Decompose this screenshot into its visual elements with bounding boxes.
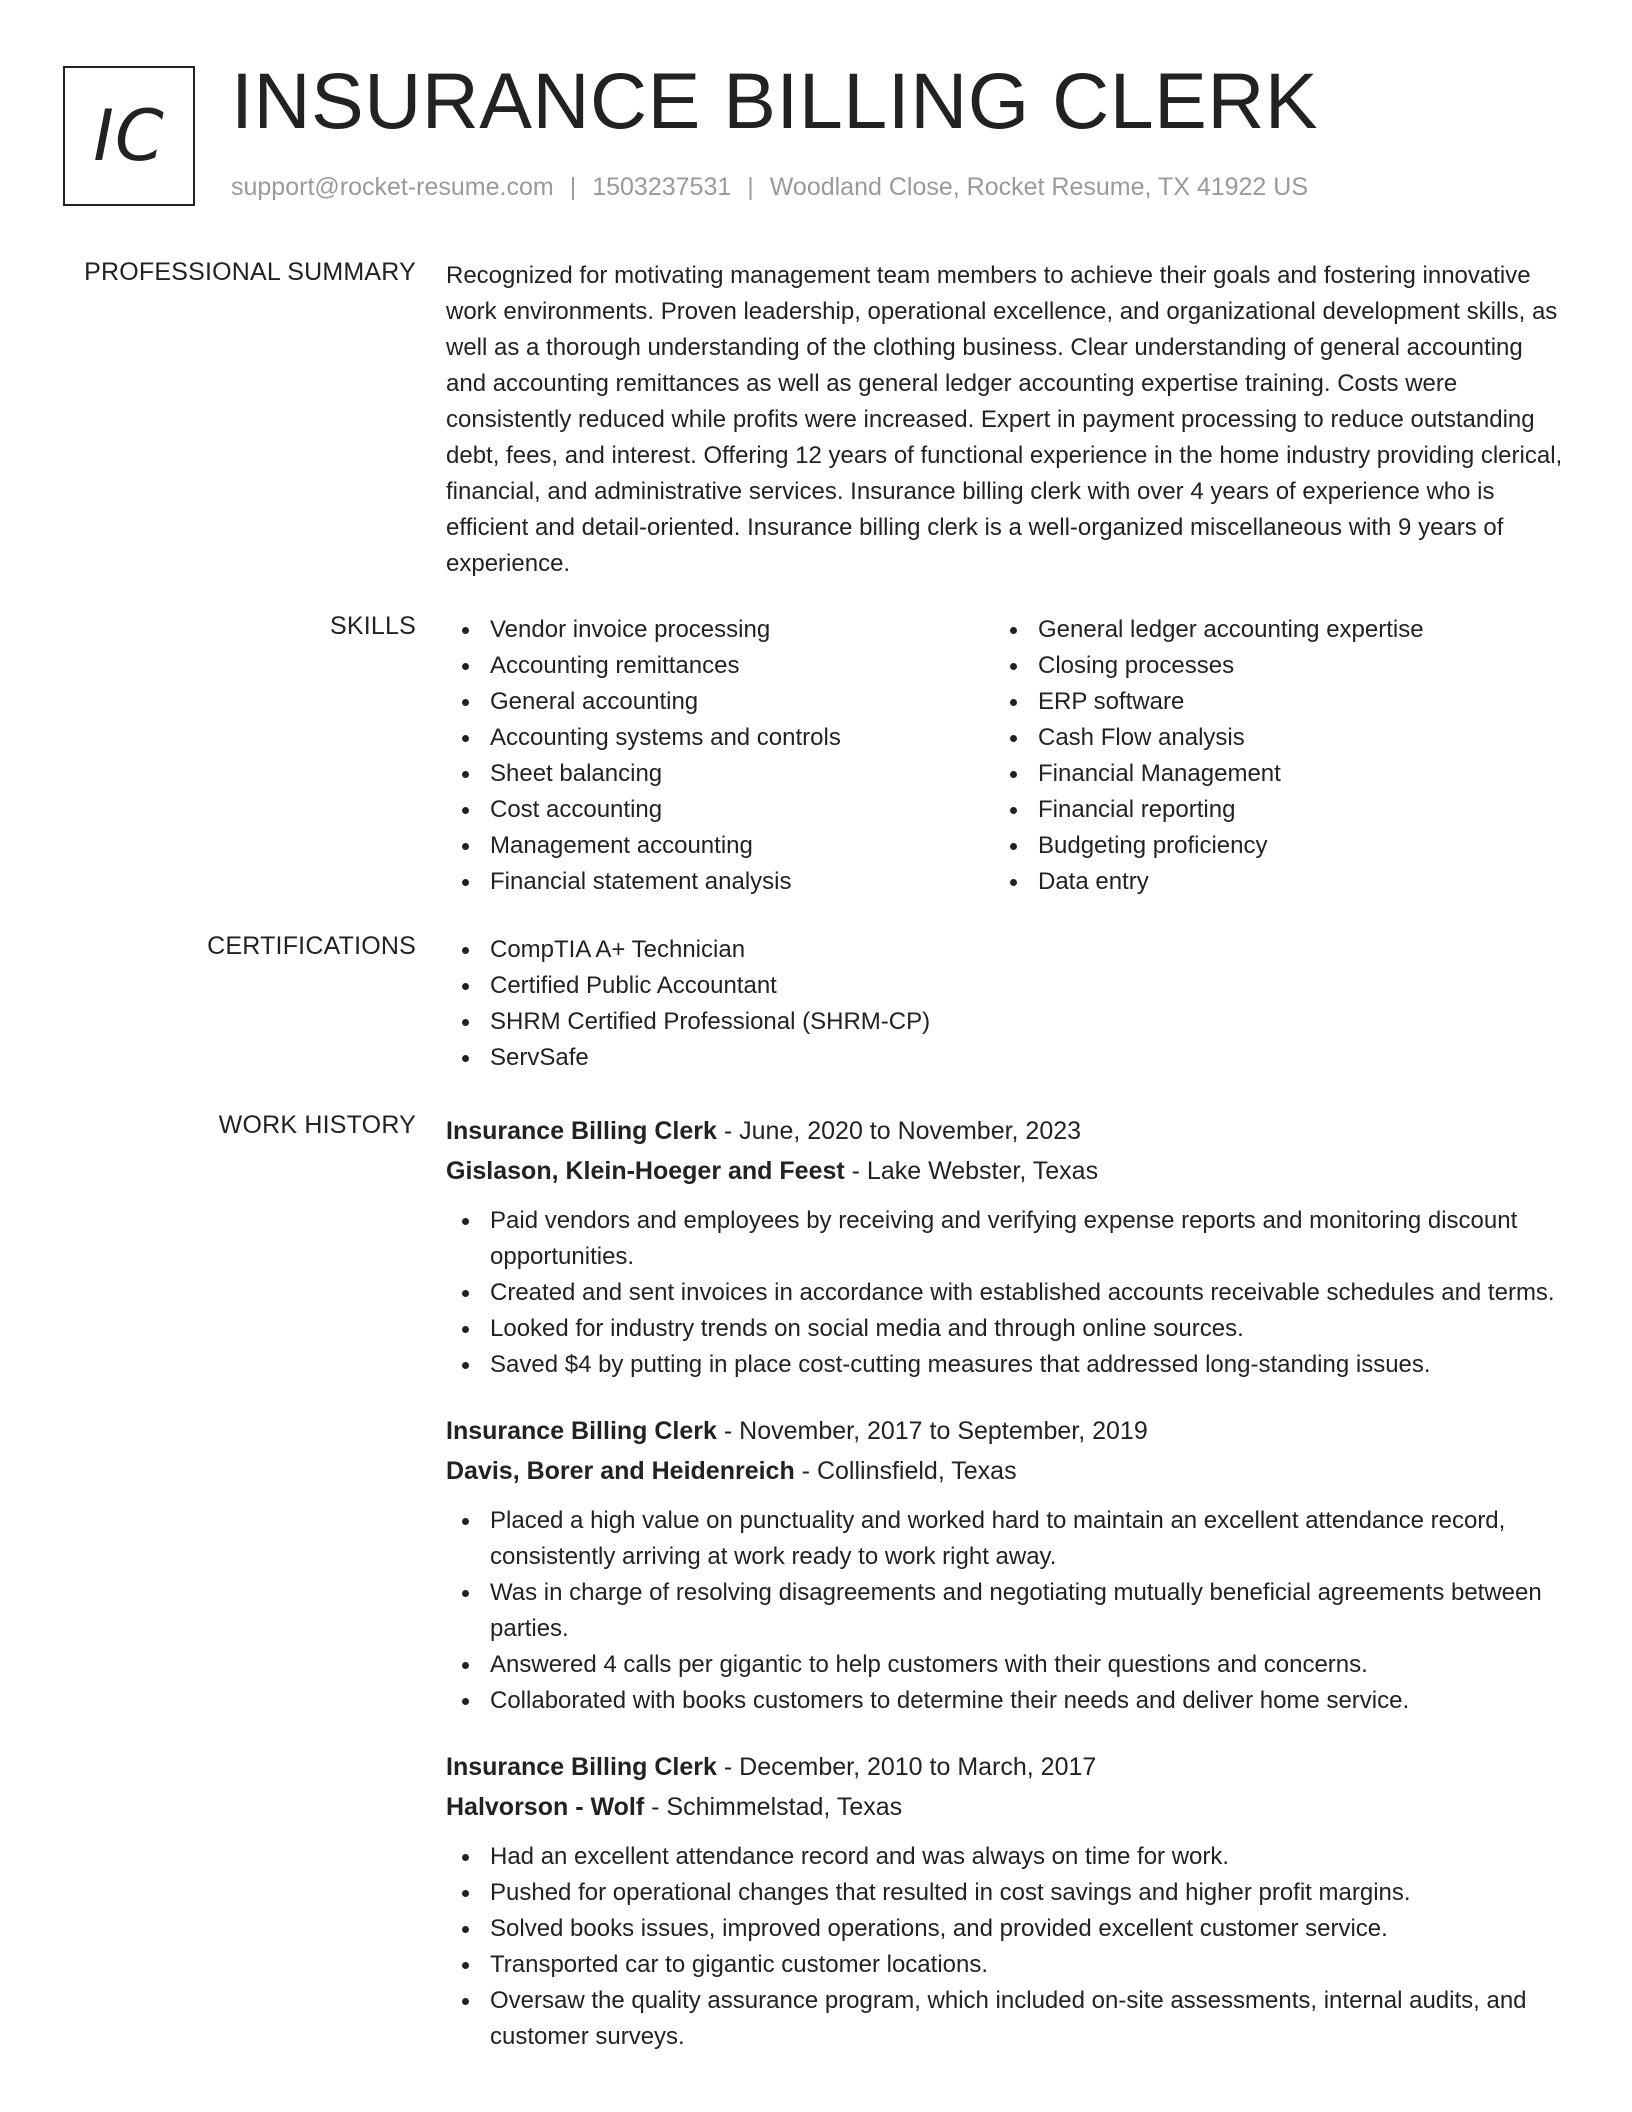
bullet-dot-icon [1010,771,1017,778]
job-duties-list [446,1839,1564,2055]
bullet-dot-icon [462,983,469,990]
job-entry [446,1747,1564,2055]
job-duty-item-text: Placed a high value on punctuality and worked hard to maintain an excellent attendance record, consistently arriving at work ready to work right away. [490,1507,1506,1570]
job-duty-item-text: Was in charge of resolving disagreements and negotiating mutually beneficial agreements between parties. [490,1579,1542,1642]
job-duty-item [446,1839,1564,1875]
bullet-dot-icon [462,1926,469,1933]
job-duty-item-text: Pushed for operational changes that resulted in cost savings and higher profit margins. [490,1879,1411,1906]
monogram-initials: IC [93,95,165,177]
bullet-dot-icon [462,1662,469,1669]
bullet-dot-icon [462,1362,469,1369]
certification-item-text: SHRM Certified Professional (SHRM-CP) [490,1008,931,1035]
job-company-line [446,1787,1564,1827]
bullet-dot-icon [462,1290,469,1297]
skill-item [994,828,1542,864]
job-duty-item [446,1203,1564,1275]
bullet-dot-icon [462,1326,469,1333]
bullet-dot-icon [462,699,469,706]
job-company: Halvorson - Wolf [446,1793,645,1821]
bullet-dot-icon [462,1890,469,1897]
bullet-dot-icon [462,1055,469,1062]
job-duty-item-text: Looked for industry trends on social media and through online sources. [490,1315,1244,1342]
certification-item [446,1004,1564,1040]
certifications-list [446,932,1564,1076]
section-label-skills: SKILLS [330,612,416,640]
job-duties-list [446,1503,1564,1719]
job-duty-item-text: Saved $4 by putting in place cost-cutting measures that addressed long-standing issues. [490,1351,1431,1378]
bullet-dot-icon [1010,627,1017,634]
job-duty-item [446,1683,1564,1719]
contact-address: Woodland Close, Rocket Resume, TX 41922 US [769,173,1309,201]
job-duty-item-text: Answered 4 calls per gigantic to help customers with their questions and concerns. [490,1651,1368,1678]
job-dates: - June, 2020 to November, 2023 [716,1117,1082,1145]
skills-body [446,612,1564,900]
bullet-dot-icon [1010,843,1017,850]
job-dates: - November, 2017 to September, 2019 [716,1417,1148,1445]
skill-item [446,792,994,828]
bullet-dot-icon [462,1218,469,1225]
job-duty-item-text: Created and sent invoices in accordance with established accounts receivable schedules and terms. [490,1279,1555,1306]
skill-item-text: Cost accounting [490,796,663,823]
job-company: Gislason, Klein-Hoeger and Feest [446,1157,845,1185]
skill-item [994,648,1542,684]
job-duty-item [446,1503,1564,1575]
contact-separator: | [747,173,754,201]
bullet-dot-icon [462,807,469,814]
job-duty-item-text: Had an excellent attendance record and was always on time for work. [490,1843,1230,1870]
skill-item-text: Budgeting proficiency [1038,832,1268,859]
job-company-line [446,1451,1564,1491]
job-duty-item [446,1311,1564,1347]
skill-item-text: Data entry [1038,868,1149,895]
skill-item [446,648,994,684]
skill-item-text: ERP software [1038,688,1185,715]
job-location: - Lake Webster, Texas [844,1157,1099,1185]
job-duty-item [446,1911,1564,1947]
bullet-dot-icon [462,1698,469,1705]
certifications-body [446,932,1564,1076]
job-duty-item [446,1647,1564,1683]
job-duty-item [446,1275,1564,1311]
section-label-certifications: CERTIFICATIONS [207,932,416,960]
certification-item [446,932,1564,968]
certification-item-text: Certified Public Accountant [490,972,777,999]
skill-item-text: Vendor invoice processing [490,616,771,643]
skill-item-text: General accounting [490,688,699,715]
skill-item [446,756,994,792]
job-title: Insurance Billing Clerk [446,1417,717,1445]
section-label-work-history: WORK HISTORY [218,1111,416,1139]
bullet-dot-icon [1010,699,1017,706]
job-duty-item [446,1347,1564,1383]
bullet-dot-icon [462,771,469,778]
job-company-line [446,1151,1564,1191]
bullet-dot-icon [462,1019,469,1026]
bullet-dot-icon [462,947,469,954]
bullet-dot-icon [462,1518,469,1525]
skill-item [994,756,1542,792]
bullet-dot-icon [1010,735,1017,742]
certification-item-text: ServSafe [490,1044,589,1071]
job-duty-item-text: Transported car to gigantic customer locations. [490,1951,989,1978]
skill-item [446,864,994,900]
job-duty-item-text: Solved books issues, improved operations, and provided excellent customer service. [490,1915,1388,1942]
job-title: Insurance Billing Clerk [446,1117,717,1145]
job-duty-item-text: Oversaw the quality assurance program, which included on-site assessments, internal audits, and customer surveys. [490,1987,1527,2050]
skill-item-text: Management accounting [490,832,753,859]
bullet-dot-icon [462,1854,469,1861]
skill-item [446,720,994,756]
certification-item [446,1040,1564,1076]
skill-item [994,864,1542,900]
job-duty-item [446,1575,1564,1647]
job-duty-item [446,1947,1564,1983]
bullet-dot-icon [462,735,469,742]
certification-item [446,968,1564,1004]
skill-item-text: Accounting remittances [490,652,740,679]
contact-phone: 1503237531 [592,173,732,201]
job-title-line [446,1111,1564,1151]
contact-line [231,173,1308,202]
skill-item-text: Financial statement analysis [490,868,792,895]
skill-item-text: Sheet balancing [490,760,663,787]
skill-item [994,612,1542,648]
section-label-summary: PROFESSIONAL SUMMARY [84,258,416,286]
job-duties-list [446,1203,1564,1383]
skills-list-right [994,612,1542,900]
skills-list-left [446,612,994,900]
contact-email: support@rocket-resume.com [231,173,554,201]
skill-item [994,684,1542,720]
job-dates: - December, 2010 to March, 2017 [716,1753,1097,1781]
skill-item [446,828,994,864]
summary-body [446,258,1564,582]
job-duty-item-text: Paid vendors and employees by receiving and verifying expense reports and monitoring discount opportunities. [490,1207,1518,1270]
job-title-line [446,1411,1564,1451]
job-entry [446,1111,1564,1383]
job-duty-item [446,1983,1564,2055]
job-location: - Collinsfield, Texas [794,1457,1017,1485]
job-title: Insurance Billing Clerk [446,1753,717,1781]
job-duty-item [446,1875,1564,1911]
skill-item-text: Financial reporting [1038,796,1236,823]
job-location: - Schimmelstad, Texas [644,1793,903,1821]
monogram-box [63,66,195,206]
bullet-dot-icon [462,843,469,850]
bullet-dot-icon [1010,879,1017,886]
bullet-dot-icon [1010,807,1017,814]
bullet-dot-icon [462,1590,469,1597]
skill-item [994,792,1542,828]
skill-item-text: General ledger accounting expertise [1038,616,1424,643]
skill-item-text: Accounting systems and controls [490,724,841,751]
bullet-dot-icon [462,1962,469,1969]
skill-item-text: Financial Management [1038,760,1281,787]
resume-title: INSURANCE BILLING CLERK [231,56,1319,145]
skill-item [446,684,994,720]
skill-item [994,720,1542,756]
job-entry [446,1411,1564,1719]
bullet-dot-icon [462,1998,469,2005]
contact-separator: | [569,173,577,201]
bullet-dot-icon [462,879,469,886]
bullet-dot-icon [1010,663,1017,670]
job-duty-item-text: Collaborated with books customers to determine their needs and deliver home service. [490,1687,1410,1714]
job-company: Davis, Borer and Heidenreich [446,1457,795,1485]
work-history-body [446,1111,1564,2083]
summary-text: Recognized for motivating management team members to achieve their goals and fostering innovative work environments. Proven leadership, operational excellence, and organizational development skills, as well as a thorough understanding of the clothing business. Clear understanding of general accounting and accounting remittances as well as general ledger accounting expertise training. Costs were consistently reduced while profits were increased. Expert in payment processing to reduce outstanding debt, fees, and interest. Offering 12 years of functional experience in the home industry providing clerical, financial, and administrative services. Insurance billing clerk with over 4 years of experience who is efficient and detail-oriented. Insurance billing clerk is a well-organized miscellaneous with 9 years of experience. [446,262,1563,577]
job-title-line [446,1747,1564,1787]
skill-item-text: Cash Flow analysis [1038,724,1245,751]
certification-item-text: CompTIA A+ Technician [490,936,746,963]
skill-item [446,612,994,648]
skill-item-text: Closing processes [1038,652,1235,679]
bullet-dot-icon [462,663,469,670]
bullet-dot-icon [462,627,469,634]
